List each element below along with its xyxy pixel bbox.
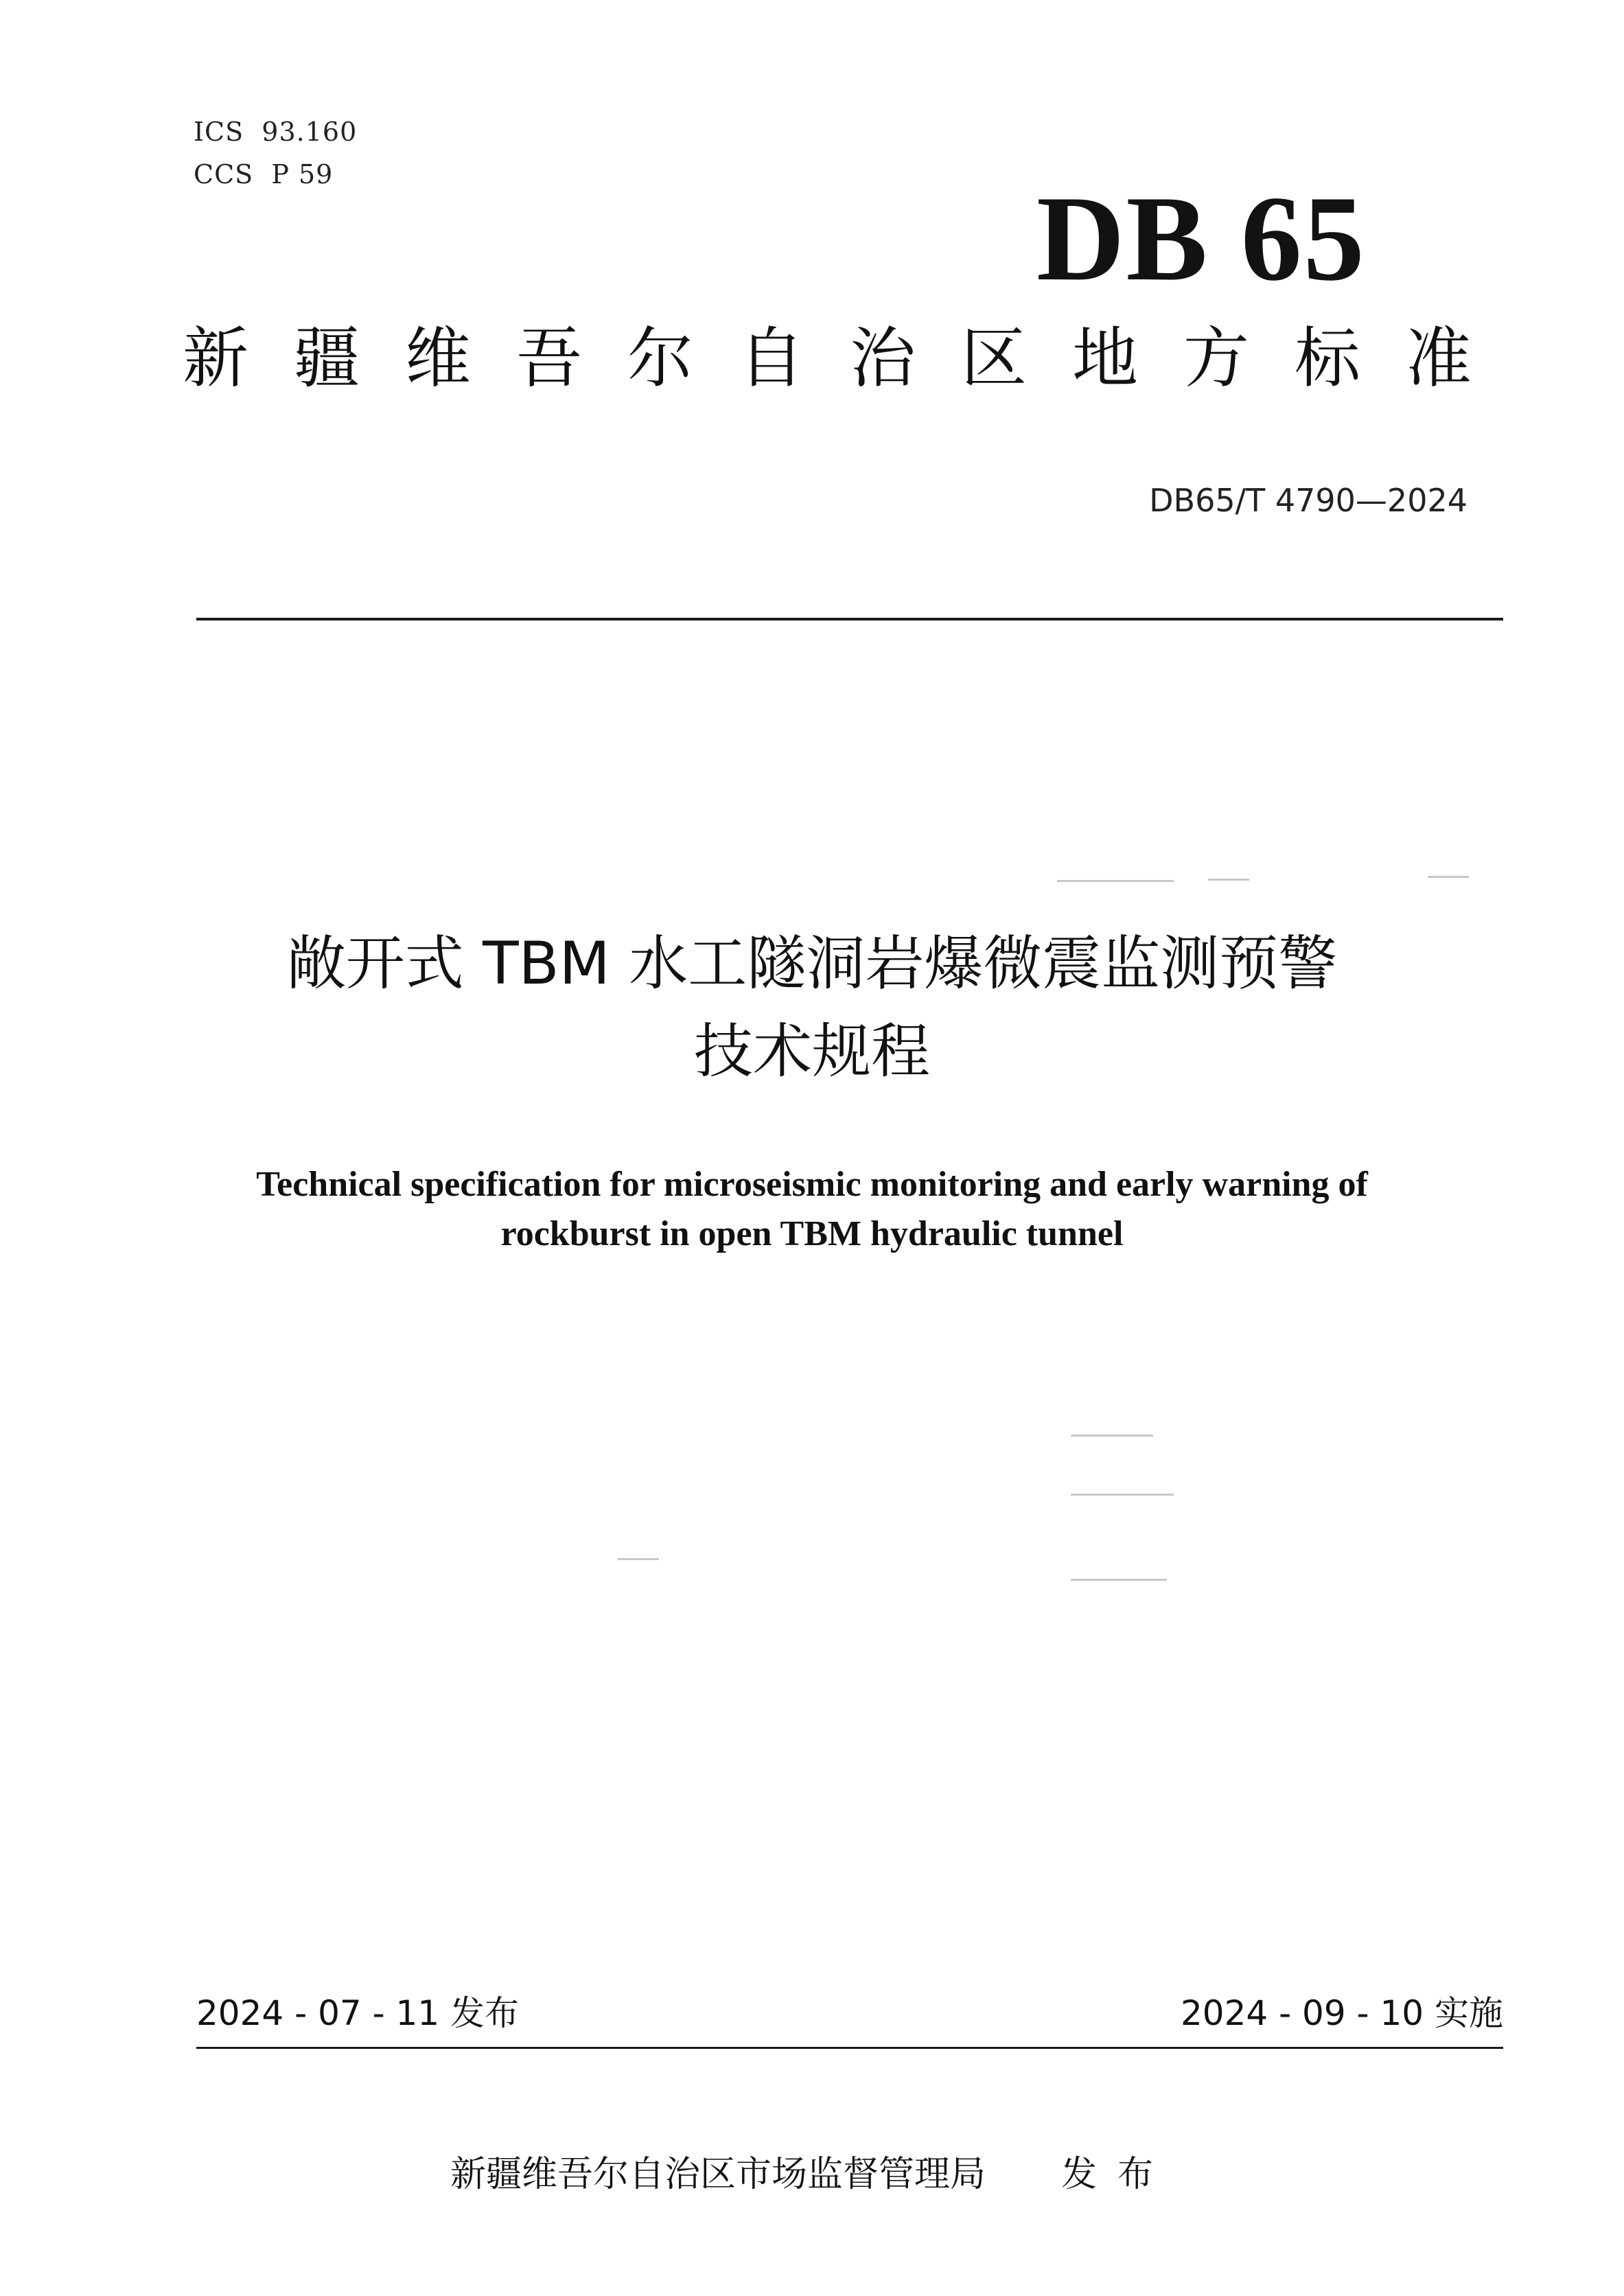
standard-type-heading: 新疆维吾尔自治区地方标准 [183, 320, 1517, 397]
scan-speck [1428, 876, 1469, 878]
scan-speck [1071, 1435, 1153, 1437]
standard-number: DB65/T 4790—2024 [1149, 482, 1468, 519]
publisher-action: 发布 [1061, 2154, 1174, 2195]
implementation-date: 2024 - 09 - 10 实施 [1180, 1993, 1503, 2033]
publisher-name: 新疆维吾尔自治区市场监督管理局 [450, 2154, 986, 2195]
publisher-line [0, 2145, 1624, 2196]
english-title [0, 1160, 1624, 1259]
issue-date: 2024 - 07 - 11 发布 [196, 1993, 520, 2033]
scan-speck [618, 1558, 659, 1560]
scan-speck [1208, 879, 1249, 881]
bottom-divider [196, 2047, 1503, 2049]
top-divider [196, 618, 1503, 621]
ccs-code: CCS P 59 [194, 159, 334, 189]
ics-code: ICS 93.160 [194, 117, 358, 147]
scan-speck [1071, 1579, 1167, 1581]
chinese-title-line-1: 敞开式 TBM 水工隧洞岩爆微震监测预警 [286, 929, 1338, 998]
english-title-line-2: rockburst in open TBM hydraulic tunnel [500, 1214, 1124, 1253]
db65-logo: DB 65 [1036, 170, 1366, 306]
scan-speck [1057, 880, 1174, 882]
chinese-title [0, 920, 1624, 1095]
chinese-title-line-2: 技术规程 [694, 1017, 930, 1086]
scan-speck [1071, 1494, 1174, 1496]
english-title-line-1: Technical specification for microseismic monitoring and early warning of [256, 1165, 1368, 1204]
